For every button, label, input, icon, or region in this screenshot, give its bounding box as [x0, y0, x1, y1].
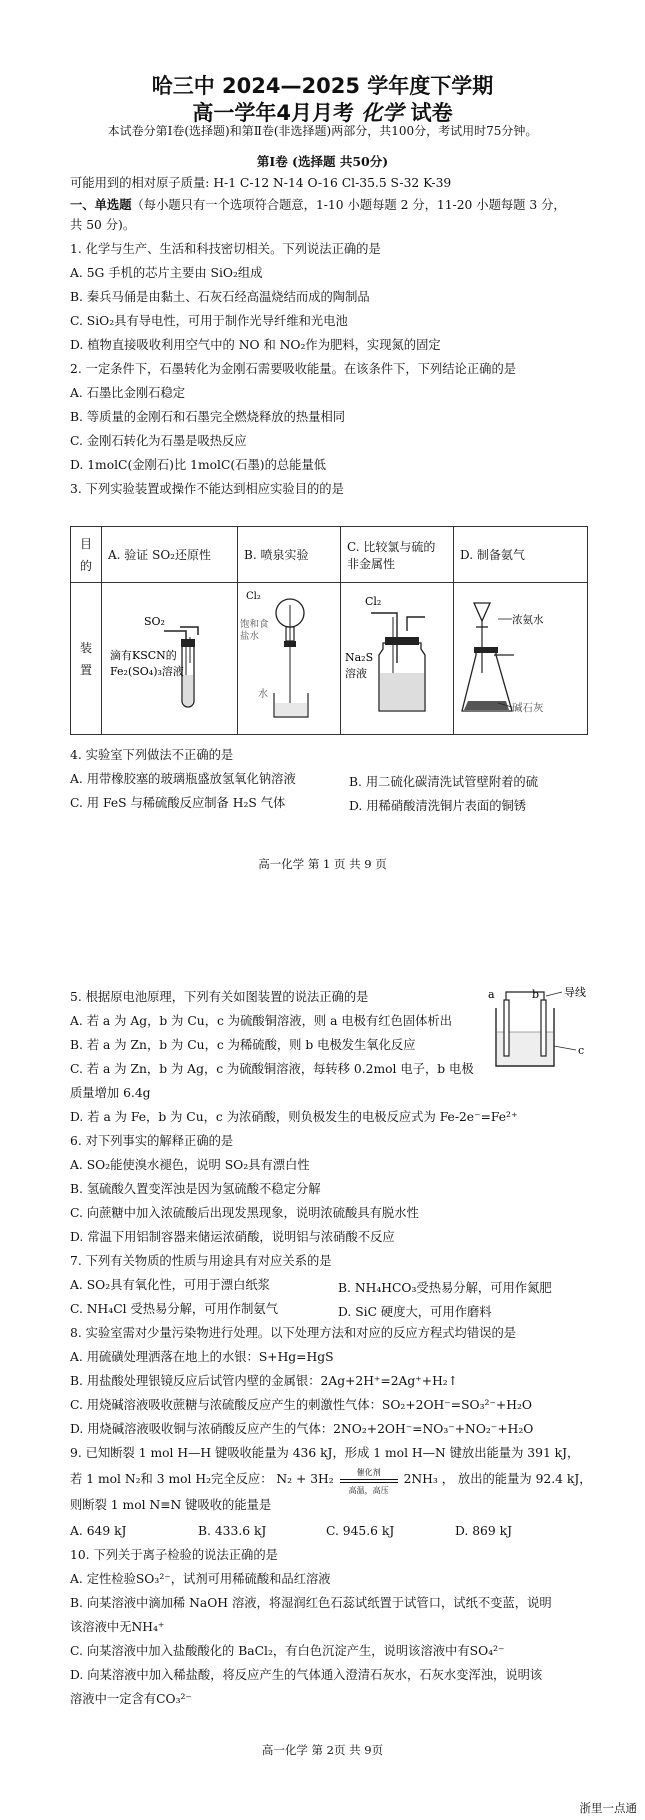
q6-option-c: C. 向蔗糖中加入浓硫酸后出现发黑现象，说明浓硫酸具有脱水性 — [70, 1206, 419, 1220]
apparatus-c-label1: Na₂S — [345, 651, 374, 664]
q8-option-c: C. 用烧碱溶液吸收蔗糖与浓硫酸反应产生的刺激性气体：SO₂+2OH⁻=SO₃²⁻+H₂O — [70, 1398, 532, 1412]
q2-option-c: C. 金刚石转化为石墨是吸热反应 — [70, 434, 247, 448]
reaction-arrow — [340, 1467, 398, 1495]
apparatus-b-gas: Cl₂ — [246, 591, 261, 602]
apparatus-a-figure — [102, 583, 237, 731]
question-1: 1. 化学与生产、生活和科技密切相关。下列说法正确的是 — [70, 242, 381, 256]
electrode-b-label: b — [532, 988, 540, 1001]
question-4: 4. 实验室下列做法不正确的是 — [70, 748, 234, 762]
galvanic-cell-figure — [486, 986, 598, 1076]
apparatus-c-label2: 溶液 — [345, 667, 367, 680]
q2-option-d: D. 1molC(金刚石)比 1molC(石墨)的总能量低 — [70, 458, 327, 472]
q9-products: 2NH₃ ， 放出的能量为 92.4 kJ， — [403, 1472, 592, 1486]
q10-option-d-cont: 溶液中一定含有CO₃²⁻ — [70, 1692, 192, 1706]
exam-page-2 — [0, 930, 645, 1820]
q8-option-d: D. 用烧碱溶液吸收铜与浓硝酸反应产生的气体：2NO₂+2OH⁻=NO₃⁻+NO₂⁻+H₂O — [70, 1422, 534, 1436]
apparatus-d-top: 浓氨水 — [512, 614, 544, 626]
page-1-footer: 高一化学 第 1 页 共 9 页 — [258, 857, 387, 871]
question-2: 2. 一定条件下，石墨转化为金刚石需要吸收能量。在该条件下，下列结论正确的是 — [70, 362, 517, 376]
apparatus-c-figure — [341, 583, 453, 731]
cell-c-line1: C. 比较氯与硫的 — [347, 539, 436, 554]
q5-option-d: D. 若 a 为 Fe，b 为 Cu，c 为浓硝酸，则负极发生的电极反应式为 Fe-2e⁻=Fe²⁺ — [70, 1110, 518, 1124]
q10-option-b: B. 向某溶液中滴加稀 NaOH 溶液，将湿润红色石蕊试纸置于试管口，试纸不变蓝，说明 — [70, 1596, 552, 1610]
q1-option-a: A. 5G 手机的芯片主要由 SiO₂组成 — [70, 266, 263, 280]
exam-page-1 — [0, 0, 645, 880]
mc-desc: （每小题只有一个选项符合题意，1-10 小题每题 2 分，11-20 小题每题 3 分， — [131, 198, 566, 212]
q10-option-a: A. 定性检验SO₃²⁻，试剂可用稀硫酸和品红溶液 — [70, 1572, 331, 1586]
q4-option-b: B. 用二硫化碳清洗试管壁附着的硫 — [349, 775, 539, 789]
q4-option-d: D. 用稀硝酸清洗铜片表面的铜锈 — [349, 799, 527, 813]
question-3: 3. 下列实验装置或操作不能达到相应实验目的的是 — [70, 482, 344, 496]
experiment-table — [70, 526, 588, 735]
question-7: 7. 下列有关物质的性质与用途具有对应关系的是 — [70, 1254, 332, 1268]
q6-option-a: A. SO₂能使溴水褪色，说明 SO₂具有漂白性 — [70, 1158, 310, 1172]
mc-instructions — [70, 197, 566, 213]
q2-option-a: A. 石墨比金刚石稳定 — [70, 386, 186, 400]
q4-option-c: C. 用 FeS 与稀硫酸反应制备 H₂S 气体 — [70, 796, 286, 810]
question-6: 6. 对下列事实的解释正确的是 — [70, 1134, 234, 1148]
cell-c-purpose — [341, 527, 454, 583]
apparatus-a-label2: Fe₂(SO₄)₃溶液 — [110, 665, 184, 678]
solution-c-label: c — [578, 1044, 585, 1057]
q5-option-b: B. 若 a 为 Zn，b 为 Cu，c 为稀硫酸，则 b 电极发生氧化反应 — [70, 1038, 416, 1052]
q9-option-b: B. 433.6 kJ — [198, 1524, 267, 1538]
apparatus-b — [238, 583, 341, 735]
cell-b-purpose: B. 喷泉实验 — [238, 527, 341, 583]
apparatus-a — [102, 583, 238, 735]
electrode-a-label: a — [488, 988, 495, 1001]
q1-option-d: D. 植物直接吸收利用空气中的 NO 和 NO₂作为肥料，实现氮的固定 — [70, 338, 441, 352]
q6-option-b: B. 氢硫酸久置变浑浊是因为氢硫酸不稳定分解 — [70, 1182, 321, 1196]
mc-heading: 一、单选题 — [70, 197, 132, 212]
q9-reactants: 若 1 mol N₂和 3 mol H₂完全反应： N₂ + 3H₂ — [70, 1472, 334, 1486]
q1-option-c: C. SiO₂具有导电性，可用于制作光导纤维和光电池 — [70, 314, 348, 328]
q10-option-b-cont: 该溶液中无NH₄⁺ — [70, 1620, 165, 1634]
q2-option-b: B. 等质量的金刚石和石墨完全燃烧释放的热量相同 — [70, 410, 346, 424]
q5-option-a: A. 若 a 为 Ag，b 为 Cu，c 为硫酸铜溶液，则 a 电极有红色固体析出 — [70, 1014, 453, 1028]
q10-option-d: D. 向某溶液中加入稀盐酸，将反应产生的气体通入澄清石灰水，石灰水变浑浊，说明该 — [70, 1668, 543, 1682]
question-9-line2 — [70, 1467, 592, 1495]
row-head-purpose: 目的 — [71, 527, 102, 583]
question-8: 8. 实验室需对少量污染物进行处理。以下处理方法和对应的反应方程式均错误的是 — [70, 1326, 517, 1340]
apparatus-d — [454, 583, 588, 735]
apparatus-c — [341, 583, 454, 735]
q6-option-d: D. 常温下用铝制容器来储运浓硝酸，说明铝与浓硝酸不反应 — [70, 1230, 395, 1244]
subtitle-subject: 化学 — [361, 101, 404, 125]
q10-option-c: C. 向某溶液中加入盐酸酸化的 BaCl₂，有白色沉淀产生，说明该溶液中有SO₄²⁻ — [70, 1644, 505, 1658]
question-9: 9. 已知断裂 1 mol H—H 键吸收能量为 436 kJ，形成 1 mol H—N 键放出能量为 391 kJ， — [70, 1446, 580, 1460]
exam-title: 哈三中 2024—2025 学年度下学期 — [151, 74, 494, 98]
section-heading: 第Ⅰ卷 (选择题 共50分) — [256, 154, 389, 169]
apparatus-a-gas: SO₂ — [144, 615, 165, 628]
question-5: 5. 根据原电池原理，下列有关如图装置的说法正确的是 — [70, 990, 369, 1004]
q9-option-c: C. 945.6 kJ — [326, 1524, 395, 1538]
apparatus-a-label1: 滴有KSCN的 — [110, 649, 177, 662]
q7-option-d: D. SiC 硬度大，可用作磨料 — [338, 1305, 492, 1319]
q9-option-a: A. 649 kJ — [70, 1524, 127, 1538]
apparatus-b-label1: 饱和食 — [240, 619, 269, 630]
q4-option-a: A. 用带橡胶塞的玻璃瓶盛放氢氧化钠溶液 — [70, 772, 296, 786]
cell-c-line2: 非金属性 — [347, 556, 396, 571]
question-10: 10. 下列关于离子检验的说法正确的是 — [70, 1548, 278, 1562]
q7-option-a: A. SO₂具有氧化性，可用于漂白纸浆 — [70, 1278, 270, 1292]
q9-option-d: D. 869 kJ — [455, 1524, 512, 1538]
q8-option-b: B. 用盐酸处理银镜反应后试管内壁的金属银：2Ag+2H⁺=2Ag⁺+H₂↑ — [70, 1374, 459, 1388]
q5-option-c: C. 若 a 为 Zn，b 为 Ag，c 为硫酸铜溶液，每转移 0.2mol 电子，b 电极 — [70, 1062, 474, 1076]
row-head-apparatus: 装置 — [71, 583, 102, 735]
cell-d-purpose: D. 制备氨气 — [454, 527, 588, 583]
q7-option-b: B. NH₄HCO₃受热易分解，可用作氮肥 — [338, 1281, 552, 1295]
page-2-footer: 高一化学 第 2页 共 9页 — [261, 1743, 384, 1757]
wire-label: 导线 — [564, 986, 586, 999]
subtitle-grade: 高一学年4月月考 — [192, 101, 354, 125]
apparatus-c-gas: Cl₂ — [365, 595, 382, 608]
apparatus-b-label2: 盐水 — [240, 631, 260, 642]
mc-instructions-2: 共 50 分)。 — [70, 218, 136, 232]
apparatus-b-figure — [238, 583, 338, 731]
page-gap — [0, 880, 645, 930]
cell-a-purpose: A. 验证 SO₂还原性 — [102, 527, 238, 583]
question-9-line3: 则断裂 1 mol N≡N 键吸收的能量是 — [70, 1498, 272, 1512]
q7-option-c: C. NH₄Cl 受热易分解，可用作制氨气 — [70, 1302, 279, 1316]
watermark: 浙里一点通 — [579, 1801, 637, 1815]
atomic-masses: 可能用到的相对原子质量: H-1 C-12 N-14 O-16 Cl-35.5 S-32 K-39 — [70, 176, 452, 190]
q5-option-c-cont: 质量增加 6.4g — [70, 1086, 151, 1100]
subtitle-paper: 试卷 — [410, 101, 453, 125]
q8-option-a: A. 用硫磺处理洒落在地上的水银：S+Hg=HgS — [70, 1350, 334, 1364]
exam-intro: 本试卷分第Ⅰ卷(选择题)和第Ⅱ卷(非选择题)两部分，共100分，考试用时75分钟。 — [107, 124, 538, 138]
apparatus-d-bottom: 碱石灰 — [512, 702, 544, 714]
q1-option-b: B. 秦兵马俑是由黏土、石灰石经高温烧结而成的陶制品 — [70, 290, 370, 304]
q9-condition-bottom: 高温，高压 — [348, 1485, 389, 1495]
apparatus-b-water: 水 — [258, 689, 268, 700]
q9-condition-top: 催化剂 — [356, 1467, 381, 1477]
apparatus-d-figure — [454, 583, 574, 731]
